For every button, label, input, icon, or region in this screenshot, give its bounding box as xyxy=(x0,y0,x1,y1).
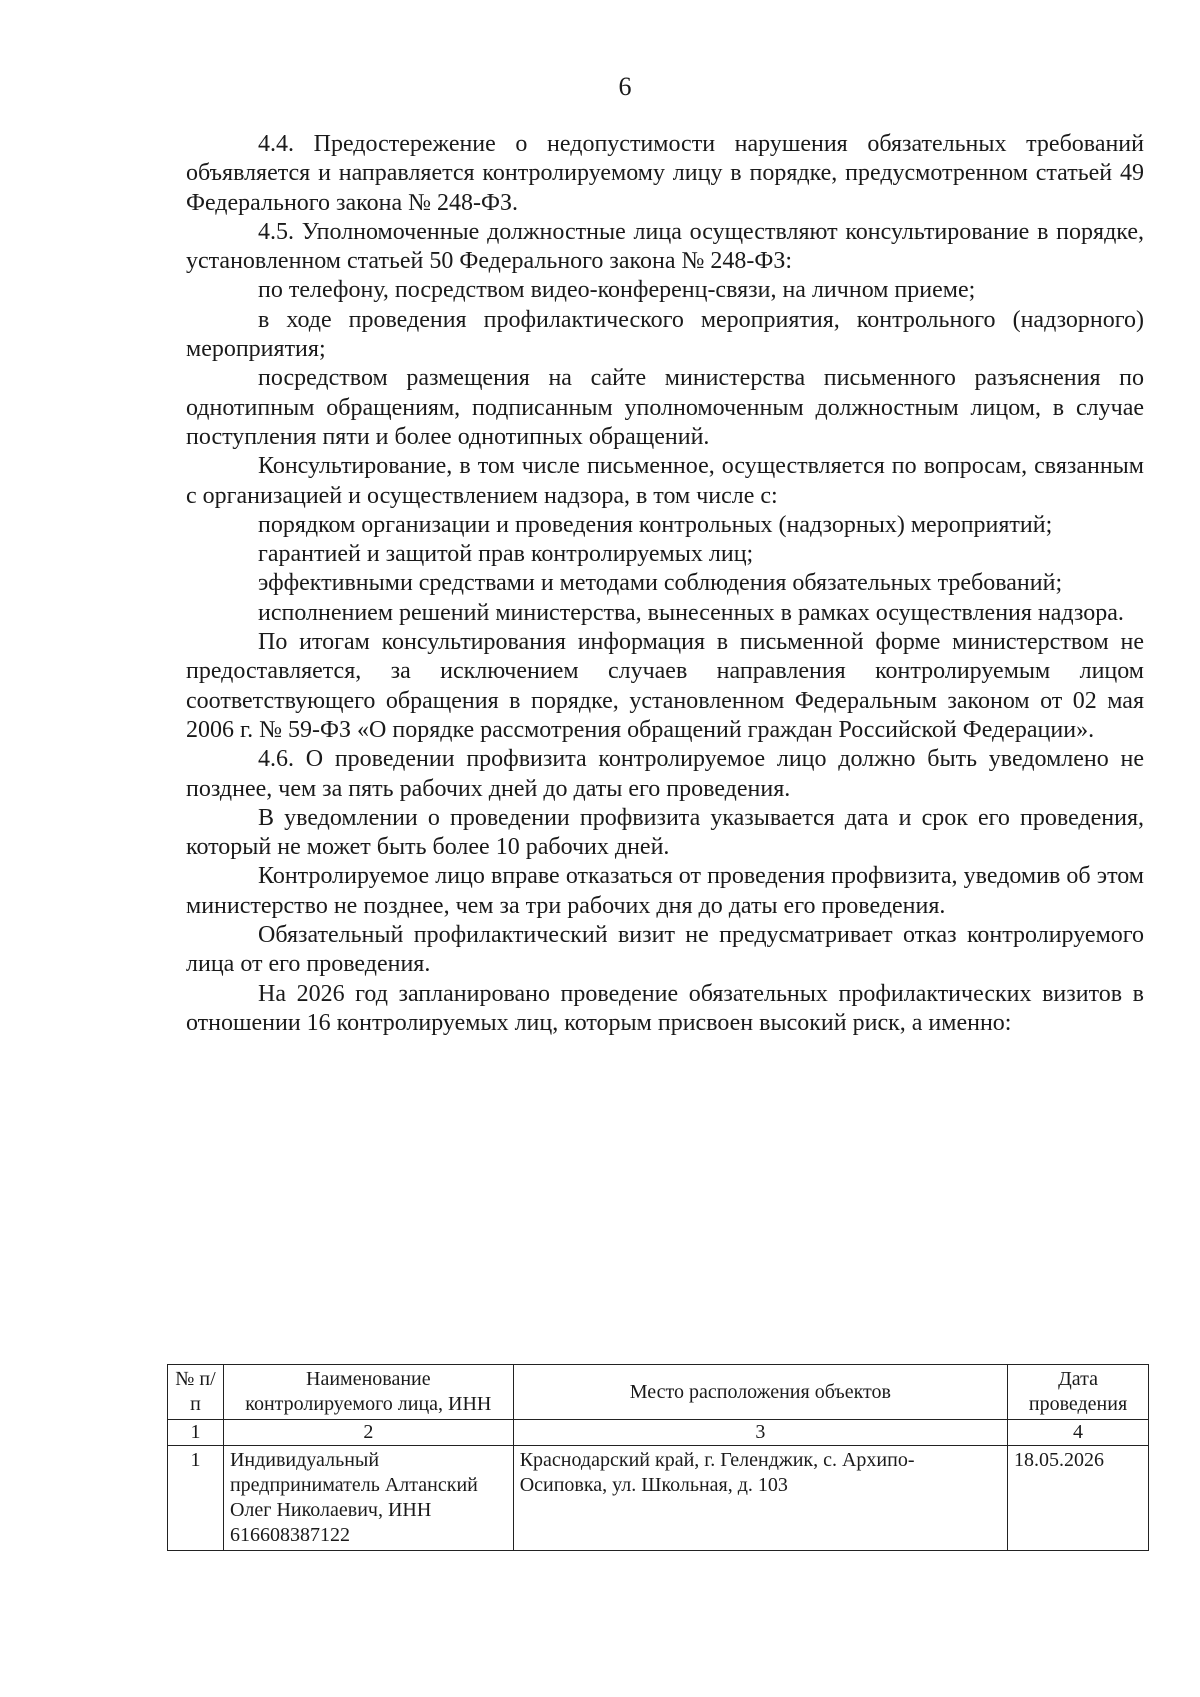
paragraph-topic-decisions: исполнением решений министерства, вынесенных в рамках осуществления надзора. xyxy=(258,599,1124,626)
paragraph-mandatory-visit: Обязательный профилактический визит не предусматривает отказ контролируемого лица от его проведения. xyxy=(186,922,1144,978)
index-cell: 1 xyxy=(168,1420,224,1446)
row-date: 18.05.2026 xyxy=(1008,1446,1149,1551)
table-header-row xyxy=(168,1365,1149,1420)
paragraph-topic-methods: эффективными средствами и методами соблюдения обязательных требований; xyxy=(258,570,1063,597)
paragraph-consult-event: в ходе проведения профилактического мероприятия, контрольного (надзорного) мероприятия; xyxy=(186,306,1144,363)
header-date: Дата проведения xyxy=(1008,1365,1149,1420)
paragraph-4-6: 4.6. О проведении профвизита контролируемое лицо должно быть уведомлено не позднее, чем за пять рабочих дней до даты его проведения. xyxy=(186,746,1144,802)
paragraph-topic-rights: гарантией и защитой прав контролируемых лиц; xyxy=(258,541,754,568)
paragraph-4-5: 4.5. Уполномоченные должностные лица осуществляют консультирование в порядке, установленном статьей 50 Федерального закона № 248-ФЗ: xyxy=(186,218,1144,275)
table-row xyxy=(168,1446,1149,1551)
document-body xyxy=(186,130,1144,1038)
index-cell: 2 xyxy=(223,1420,513,1446)
paragraph-topic-organization: порядком организации и проведения контрольных (надзорных) мероприятий; xyxy=(258,511,1053,538)
index-cell: 3 xyxy=(513,1420,1007,1446)
row-location: Краснодарский край, г. Геленджик, с. Архипо-Осиповка, ул. Школьная, д. 103 xyxy=(513,1446,1007,1551)
paragraph-consult-phone: по телефону, посредством видео-конференц-связи, на личном приеме; xyxy=(258,277,976,304)
paragraph-plan-2026: На 2026 год запланировано проведение обязательных профилактических визитов в отношении 16 контролируемых лиц, которым присвоен высокий риск, а именно: xyxy=(186,980,1144,1036)
paragraph-written-info: По итогам консультирования информация в письменной форме министерством не предоставляется, за исключением случаев направления контролируемым лицом соответствующего обращения в порядке, установленном Федеральным законом от 02 мая 2006 г. № 59-ФЗ «О порядке рассмотрения обращений граждан Российской Федерации». xyxy=(186,629,1144,743)
paragraph-4-4: 4.4. Предостережение о недопустимости нарушения обязательных требований объявляется и направляется контролируемому лицу в порядке, предусмотренном статьей 49 Федерального закона № 248-ФЗ. xyxy=(186,131,1144,216)
row-number: 1 xyxy=(168,1446,224,1551)
header-number: № п/п xyxy=(168,1365,224,1420)
paragraph-consult-topics: Консультирование, в том числе письменное, осуществляется по вопросам, связанным с организацией и осуществлением надзора, в том числе с: xyxy=(186,453,1144,509)
visits-table xyxy=(167,1364,1149,1551)
paragraph-notification: В уведомлении о проведении профвизита указывается дата и срок его проведения, который не может быть более 10 рабочих дней. xyxy=(186,804,1144,861)
header-name: Наименование контролируемого лица, ИНН xyxy=(223,1365,513,1420)
page-number: 6 xyxy=(618,72,632,101)
index-cell: 4 xyxy=(1008,1420,1149,1446)
paragraph-consult-website: посредством размещения на сайте министерства письменного разъяснения по однотипным обращениям, подписанным уполномоченным должностным лицом, в случае поступления пяти и более однотипных обращений. xyxy=(186,365,1144,450)
paragraph-refusal: Контролируемое лицо вправе отказаться от проведения профвизита, уведомив об этом министерство не позднее, чем за три рабочих дня до даты его проведения. xyxy=(186,863,1144,919)
header-location: Место расположения объектов xyxy=(513,1365,1007,1420)
table-index-row xyxy=(168,1420,1149,1446)
row-name: Индивидуальный предприниматель Алтанский Олег Николаевич, ИНН 616608387122 xyxy=(223,1446,513,1551)
